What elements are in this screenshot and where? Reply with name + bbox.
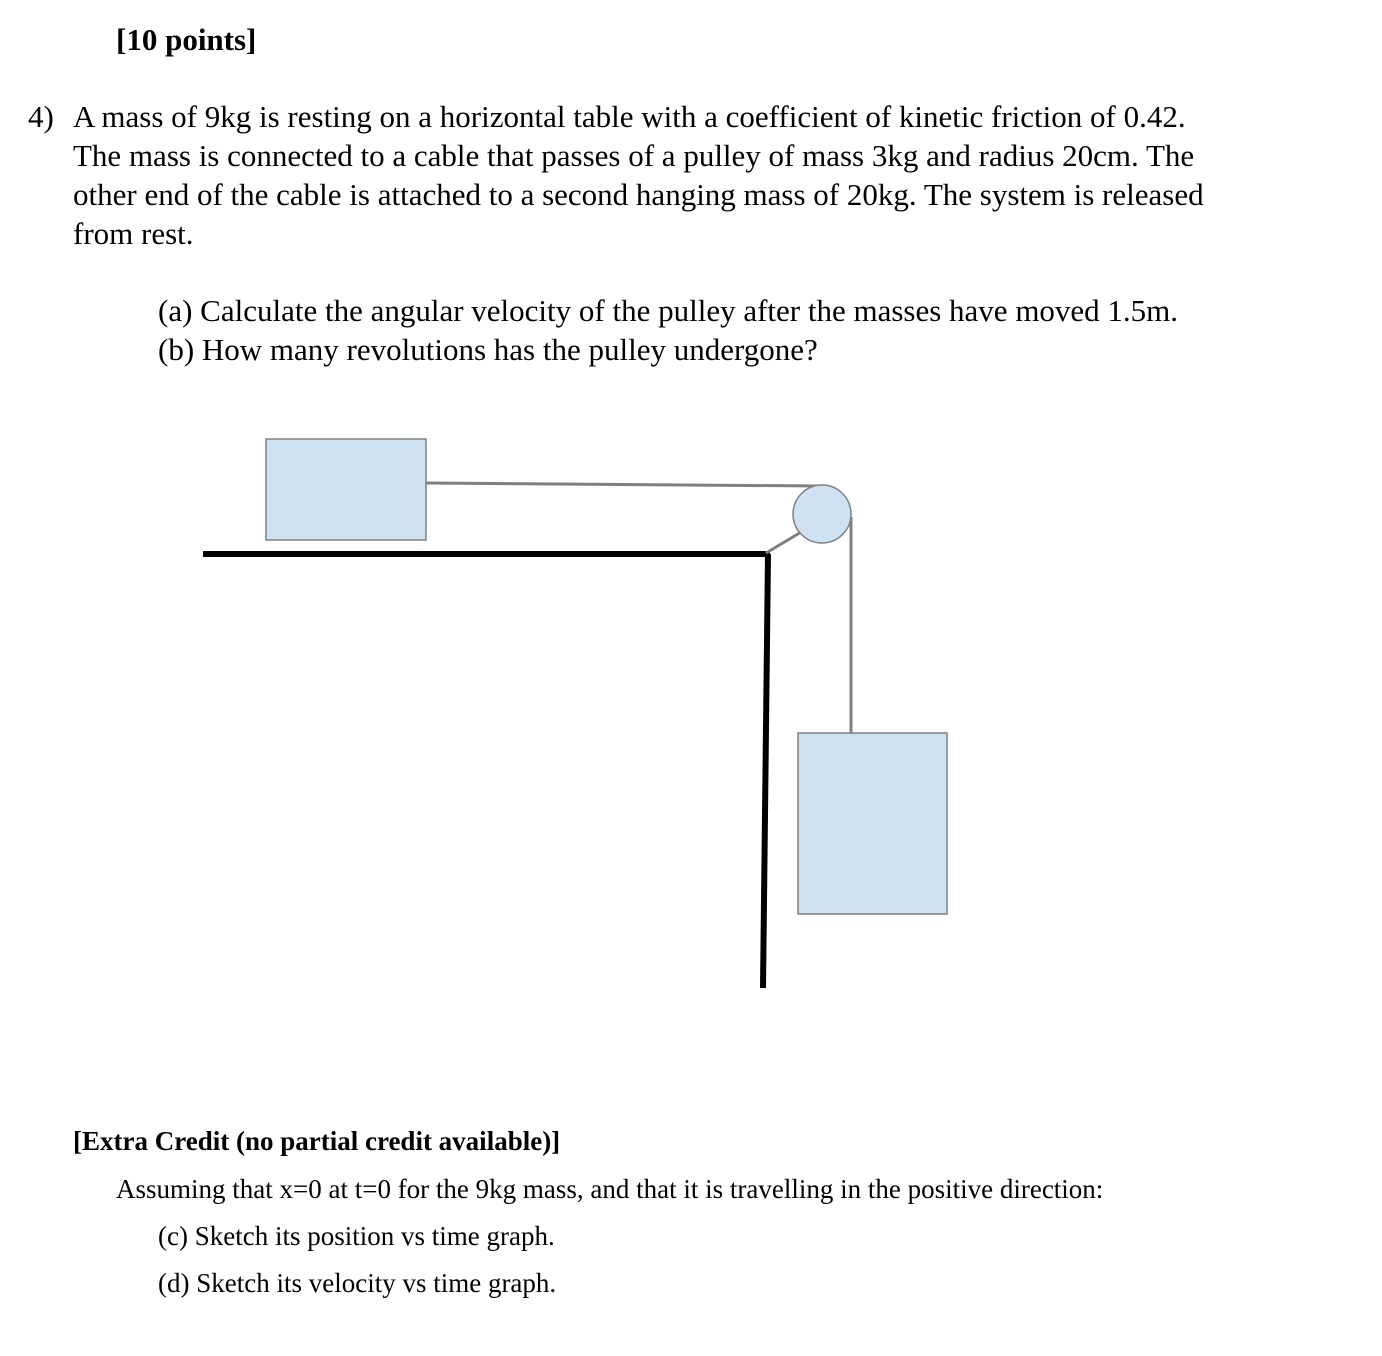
problem-text-line-4: from rest. bbox=[73, 216, 194, 251]
part-a: (a) Calculate the angular velocity of the pulley after the masses have moved 1.5m. bbox=[158, 293, 1179, 328]
horizontal-cable bbox=[426, 483, 820, 486]
part-b: (b) How many revolutions has the pulley undergone? bbox=[158, 332, 818, 367]
problem-text-line-2: The mass is connected to a cable that passes of a pulley of mass 3kg and radius 20cm. The bbox=[73, 138, 1195, 173]
table-leg bbox=[763, 554, 768, 988]
problem-text-line-1: A mass of 9kg is resting on a horizontal table with a coefficient of kinetic friction of 0.42. bbox=[73, 99, 1186, 134]
points-header: [10 points] bbox=[116, 22, 257, 57]
extra-credit-header: [Extra Credit (no partial credit available)] bbox=[73, 1126, 561, 1156]
extra-credit-intro: Assuming that x=0 at t=0 for the 9kg mass, and that it is travelling in the positive direction: bbox=[116, 1174, 1104, 1204]
pulley bbox=[793, 485, 851, 543]
table-block bbox=[266, 439, 426, 540]
part-c: (c) Sketch its position vs time graph. bbox=[158, 1221, 555, 1251]
problem-number: 4) bbox=[28, 99, 54, 134]
problem-text-line-3: other end of the cable is attached to a second hanging mass of 20kg. The system is released bbox=[73, 177, 1204, 212]
hanging-block bbox=[798, 733, 947, 914]
part-d: (d) Sketch its velocity vs time graph. bbox=[158, 1268, 557, 1298]
